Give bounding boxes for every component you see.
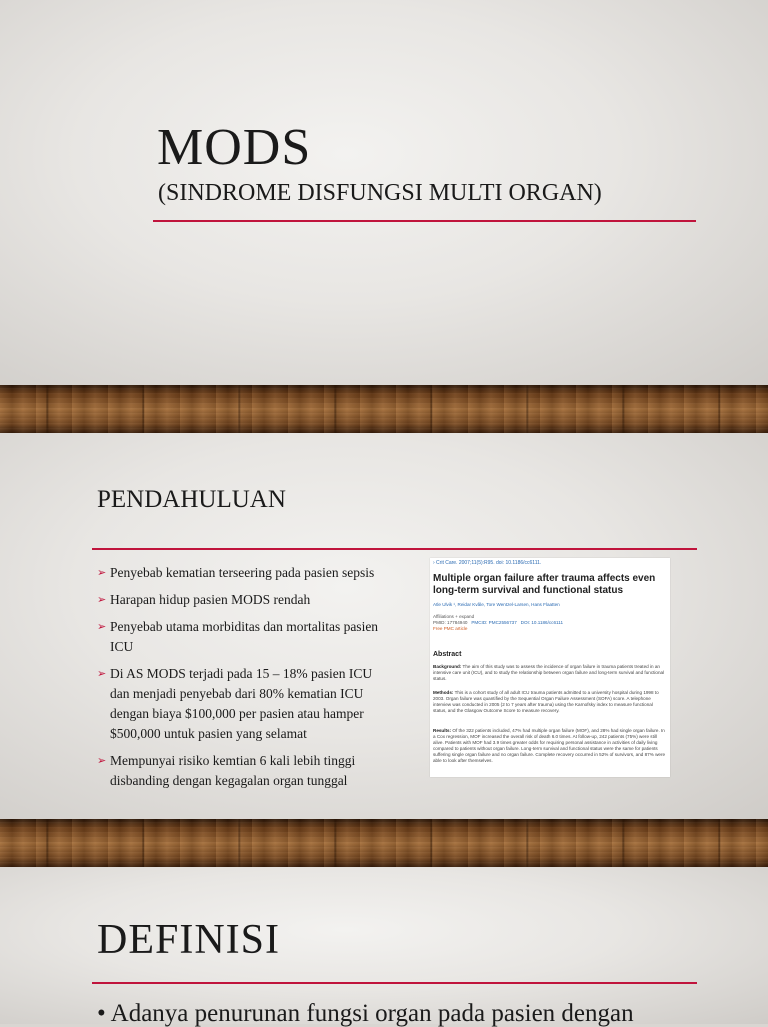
- article-affiliations: Affiliations + expand: [433, 614, 475, 619]
- slide-title: MODS: [157, 119, 312, 176]
- wood-floor-divider: [0, 385, 768, 433]
- bullet-dot-icon: •: [97, 1000, 106, 1027]
- article-screenshot: [430, 558, 670, 777]
- title-underline: [92, 548, 697, 550]
- article-citation: › Crit Care. 2007;11(5):R95. doi: 10.1186/cc6111.: [433, 560, 542, 566]
- arrow-bullet-icon: ➢: [97, 621, 107, 633]
- definition-bullet: [97, 1001, 737, 1026]
- article-title: Multiple organ failure after trauma affects even long-term survival and functional status: [433, 573, 656, 596]
- bullet-text: Harapan hidup pasien MODS rendah: [110, 592, 311, 607]
- arrow-bullet-icon: ➢: [97, 594, 107, 606]
- arrow-bullet-icon: ➢: [97, 755, 107, 767]
- abstract-methods: Methods: This is a cohort study of all adult ICU trauma patients admitted to a university hospital during 1998 to 2003. Organ failure was quantified by the Sequential Organ Failure Assessment (SOFA) score. A telephone interview was conducted in 2005 (2 to 7 years after trauma) using the Karnofsky index to measure functional status, and the Glasgow Outcome Score to measure recovery.: [433, 690, 659, 713]
- bullet-text: Di AS MODS terjadi pada 15 – 18% pasien ICU dan menjadi penyebab dari 80% kematian ICU dengan biaya $100,000 per pasien atau hamper $500,000 untuk pasien yang selamat: [110, 666, 373, 741]
- bullet-text: Mempunyai risiko kemtian 6 kali lebih tinggi disbanding dengan kegagalan organ tunggal: [110, 753, 356, 788]
- list-item: [97, 563, 382, 583]
- slide-subtitle: (SINDROME DISFUNGSI MULTI ORGAN): [158, 180, 602, 206]
- wood-floor-divider: [0, 819, 768, 867]
- list-item: [97, 617, 382, 657]
- abstract-results: Results: Of the 322 patients included, 47% had multiple organ failure (MOF), and 28% had single organ failure. In a Cox regression, MOF increased the overall risk of death 6.0 times. At follow-up, 242 patients (75%) were still alive. Patients with MOF had 3.9 times greater odds for requiring personal assistance in activities of daily living compared to patients without organ failure. Long-term survival and functional status were the same for patients suffering single organ failure and no organ failure. Complete recovery occurred in 52% of survivors, and 87% were able to look after themselves.: [433, 728, 666, 763]
- title-underline: [92, 982, 697, 984]
- bullet-text: Penyebab kematian terseering pada pasien sepsis: [110, 565, 375, 580]
- abstract-background: Background: The aim of this study was to assess the incidence of organ failure in trauma patients treated in an intensive care unit (ICU), and to study the relationship between organ failure and long-term survival and functional status.: [433, 664, 665, 681]
- section-title: PENDAHULUAN: [97, 486, 286, 513]
- arrow-bullet-icon: ➢: [97, 668, 107, 680]
- arrow-bullet-icon: ➢: [97, 567, 107, 579]
- free-article-label: Free PMC article: [433, 626, 468, 631]
- article-meta: [433, 614, 667, 632]
- section-title: DEFINISI: [97, 917, 280, 963]
- article-pmcid: PMCID: PMC2556737: [471, 620, 517, 625]
- slide-title-mods: [0, 0, 768, 385]
- bullet-list: [97, 563, 382, 798]
- list-item: [97, 664, 382, 744]
- abstract-heading: Abstract: [433, 651, 462, 658]
- bullet-text: Adanya penurunan fungsi organ pada pasien dengan: [110, 1000, 634, 1027]
- list-item: [97, 751, 382, 791]
- article-pmid: PMID: 17784940: [433, 620, 468, 625]
- list-item: [97, 590, 382, 610]
- bullet-text: Penyebab utama morbiditas dan mortalitas pasien ICU: [110, 619, 379, 654]
- article-doi: DOI: 10.1186/cc6111: [520, 620, 564, 625]
- title-underline: [153, 220, 696, 222]
- article-authors: Atle Ulvik ¹, Reidar Kvåle, Tore Wentzel-Larsen, Hans Flaatten: [433, 602, 560, 607]
